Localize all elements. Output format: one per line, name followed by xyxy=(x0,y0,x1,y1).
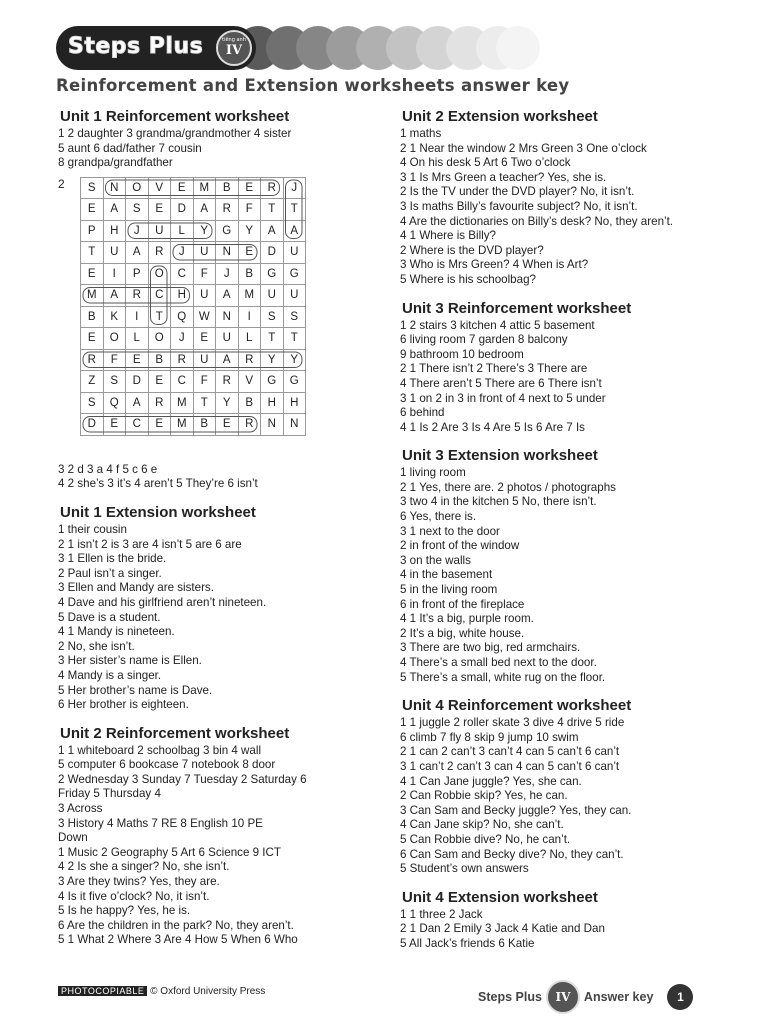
grid-cell: G xyxy=(283,371,306,393)
answer-line: 2 It’s a big, white house. xyxy=(400,626,525,640)
grid-cell: N xyxy=(216,242,239,264)
answer-line: 2 1 There isn’t 2 There’s 3 There are xyxy=(400,362,588,376)
grid-cell: I xyxy=(126,306,149,328)
grid-cell: E xyxy=(148,371,171,393)
answer-line: 6 Her brother is eighteen. xyxy=(58,698,189,712)
grid-cell: N xyxy=(216,306,239,328)
footer-badge-numeral: IV xyxy=(555,990,571,1004)
answer-line: 3 Can Sam and Becky juggle? Yes, they can. xyxy=(400,803,632,817)
brand-logo: Steps Plus xyxy=(68,34,204,59)
answer-line: 3 There are two big, red armchairs. xyxy=(400,641,581,655)
grid-cell: Y xyxy=(193,220,216,242)
footer-copyright xyxy=(58,986,265,997)
grid-cell: F xyxy=(238,199,261,221)
answer-line: 4 1 Is 2 Are 3 Is 4 Are 5 Is 6 Are 7 Is xyxy=(400,420,585,434)
answer-line: 1 their cousin xyxy=(58,522,127,536)
grid-cell: E xyxy=(103,414,126,436)
grid-cell: U xyxy=(193,349,216,371)
grid-cell: R xyxy=(126,285,149,307)
grid-cell: E xyxy=(148,414,171,436)
answer-line: 1 2 stairs 3 kitchen 4 attic 5 basement xyxy=(400,318,595,332)
badge-small-text: tiếng anh xyxy=(222,37,246,43)
answer-line: 6 Are the children in the park? No, they aren’t. xyxy=(58,918,294,932)
grid-cell: R xyxy=(216,199,239,221)
grid-cell: D xyxy=(261,242,284,264)
grid-cell: Y xyxy=(238,220,261,242)
answer-line: 1 living room xyxy=(400,466,466,480)
grid-cell: E xyxy=(126,349,149,371)
section-unit3-extension xyxy=(400,447,730,685)
grid-cell: R xyxy=(216,371,239,393)
answer-line: 5 All Jack’s friends 6 Katie xyxy=(400,936,535,950)
answer-line: 2 Can Robbie skip? Yes, he can. xyxy=(400,789,568,803)
wordsearch-block xyxy=(58,177,378,459)
grid-cell: S xyxy=(283,306,306,328)
grid-cell: N xyxy=(103,177,126,199)
grid-cell: L xyxy=(126,328,149,350)
answer-line: 3 History 4 Maths 7 RE 8 English 10 PE xyxy=(58,816,263,830)
answer-line: 2 1 isn’t 2 is 3 are 4 isn’t 5 are 6 are xyxy=(58,537,242,551)
grid-cell: J xyxy=(171,242,194,264)
answer-line: 1 1 three 2 Jack xyxy=(400,907,483,921)
section-unit2-reinforcement xyxy=(58,725,378,948)
grid-cell: A xyxy=(103,285,126,307)
grid-cell: M xyxy=(193,177,216,199)
grid-cell: T xyxy=(261,199,284,221)
grid-cell: G xyxy=(261,371,284,393)
answer-line: 1 maths xyxy=(400,127,442,140)
grid-cell: H xyxy=(261,392,284,414)
grid-cell: T xyxy=(193,392,216,414)
answer-line: 2 1 Dan 2 Emily 3 Jack 4 Katie and Dan xyxy=(400,922,605,936)
grid-cell: N xyxy=(283,414,306,436)
footer-level-badge xyxy=(546,980,580,1014)
grid-cell: R xyxy=(171,349,194,371)
answer-line: 3 Who is Mrs Green? 4 When is Art? xyxy=(400,258,589,272)
answer-line: 3 1 on 2 in 3 in front of 4 next to 5 under xyxy=(400,391,606,405)
answer-line: 4 1 Where is Billy? xyxy=(400,229,497,243)
answer-line: 5 Her brother’s name is Dave. xyxy=(58,683,213,697)
grid-cell: T xyxy=(81,242,104,264)
grid-cell: E xyxy=(193,328,216,350)
grid-cell: S xyxy=(126,199,149,221)
section-title: Unit 2 Reinforcement worksheet xyxy=(60,724,290,742)
grid-cell: A xyxy=(103,199,126,221)
grid-cell: C xyxy=(171,371,194,393)
answer-line: 1 Music 2 Geography 5 Art 6 Science 9 ICT xyxy=(58,845,281,859)
answer-line: 5 in the living room xyxy=(400,583,498,597)
grid-cell: A xyxy=(216,349,239,371)
answer-line: 3 1 Ellen is the bride. xyxy=(58,552,167,566)
answer-line: 4 1 Mandy is nineteen. xyxy=(58,625,175,639)
level-badge xyxy=(216,30,252,66)
grid-cell: H xyxy=(283,392,306,414)
answer-line: Down xyxy=(58,831,88,845)
grid-cell: R xyxy=(261,177,284,199)
grid-cell: E xyxy=(81,263,104,285)
answer-line: 5 Student’s own answers xyxy=(400,862,529,876)
grid-cell: D xyxy=(81,414,104,436)
grid-cell: I xyxy=(103,263,126,285)
grid-cell: J xyxy=(216,263,239,285)
grid-cell: U xyxy=(261,285,284,307)
grid-cell: W xyxy=(193,306,216,328)
answer-line: 5 computer 6 bookcase 7 notebook 8 door xyxy=(58,758,276,772)
page-number: 1 xyxy=(667,984,693,1010)
grid-cell: E xyxy=(171,177,194,199)
grid-cell: J xyxy=(126,220,149,242)
grid-cell: K xyxy=(103,306,126,328)
grid-cell: J xyxy=(171,328,194,350)
grid-cell: B xyxy=(148,349,171,371)
grid-cell: G xyxy=(261,263,284,285)
wordsearch-grid xyxy=(80,177,306,436)
photocopiable-label: PHOTOCOPIABLE xyxy=(58,986,147,996)
section-unit1-reinforcement xyxy=(58,108,378,492)
grid-cell: O xyxy=(103,328,126,350)
footer-label: Answer key xyxy=(583,990,654,1004)
answer-line: 9 bathroom 10 bedroom xyxy=(400,347,524,361)
grid-cell: H xyxy=(171,285,194,307)
answer-line: 4 1 It’s a big, purple room. xyxy=(400,612,534,626)
grid-cell: U xyxy=(148,220,171,242)
section-unit3-reinforcement xyxy=(400,300,730,436)
answer-line: 1 2 daughter 3 grandma/grandmother 4 sister xyxy=(58,127,292,140)
answer-line: 3 1 next to the door xyxy=(400,524,500,538)
question-number: 2 xyxy=(58,176,65,191)
answer-line: 4 1 Can Jane juggle? Yes, she can. xyxy=(400,774,582,788)
grid-cell: U xyxy=(103,242,126,264)
grid-cell: P xyxy=(126,263,149,285)
grid-cell: A xyxy=(261,220,284,242)
right-column xyxy=(400,108,730,964)
grid-cell: Q xyxy=(171,306,194,328)
page-title: Reinforcement and Extension worksheets answer key xyxy=(56,76,570,95)
grid-cell: M xyxy=(238,285,261,307)
section-title: Unit 3 Extension worksheet xyxy=(402,447,598,465)
answer-line: 4 Is it five o’clock? No, it isn’t. xyxy=(58,889,210,903)
grid-cell: E xyxy=(216,414,239,436)
answer-line: 2 Paul isn’t a singer. xyxy=(58,566,162,580)
answer-line: 5 Dave is a student. xyxy=(58,610,161,624)
grid-cell: Z xyxy=(81,371,104,393)
grid-cell: E xyxy=(81,199,104,221)
grid-cell: A xyxy=(283,220,306,242)
answer-line: 2 Wednesday 3 Sunday 7 Tuesday 2 Saturday 6 xyxy=(58,772,307,786)
answer-line: 4 2 Is she a singer? No, she isn’t. xyxy=(58,860,230,874)
grid-cell: F xyxy=(103,349,126,371)
answer-line: 4 There’s a small bed next to the door. xyxy=(400,656,597,669)
answer-line: 2 in front of the window xyxy=(400,539,520,553)
answer-line: 3 Ellen and Mandy are sisters. xyxy=(58,581,214,595)
answer-line: 6 climb 7 fly 8 skip 9 jump 10 swim xyxy=(400,730,579,744)
section-unit2-extension xyxy=(400,108,730,288)
grid-cell: B xyxy=(81,306,104,328)
grid-cell: A xyxy=(126,242,149,264)
answer-line: 6 Can Sam and Becky dive? No, they can’t. xyxy=(400,847,624,861)
grid-cell: R xyxy=(81,349,104,371)
section-title: Unit 4 Extension worksheet xyxy=(402,888,598,906)
grid-cell: O xyxy=(148,263,171,285)
grid-cell: R xyxy=(148,242,171,264)
grid-cell: M xyxy=(81,285,104,307)
grid-cell: A xyxy=(126,392,149,414)
section-title: Unit 1 Reinforcement worksheet xyxy=(60,108,290,125)
grid-cell: H xyxy=(103,220,126,242)
grid-cell: E xyxy=(148,199,171,221)
answer-line: 3 1 Is Mrs Green a teacher? Yes, she is. xyxy=(400,170,607,184)
section-title: Unit 2 Extension worksheet xyxy=(402,108,598,125)
section-unit4-extension xyxy=(400,889,730,952)
answer-line: 4 On his desk 5 Art 6 Two o’clock xyxy=(400,156,571,170)
answer-line: 2 Where is the DVD player? xyxy=(400,243,544,257)
grid-cell: U xyxy=(283,285,306,307)
answer-line: 4 Dave and his girlfriend aren’t nineteen. xyxy=(58,595,267,609)
grid-cell: V xyxy=(238,371,261,393)
answer-line: 2 1 can 2 can’t 3 can’t 4 can 5 can’t 6 can’t xyxy=(400,745,620,759)
grid-cell: O xyxy=(148,328,171,350)
answer-line: 2 1 Near the window 2 Mrs Green 3 One o’clock xyxy=(400,141,647,155)
left-column xyxy=(58,108,378,960)
grid-cell: Y xyxy=(283,349,306,371)
grid-cell: T xyxy=(283,199,306,221)
grid-cell: E xyxy=(238,177,261,199)
grid-cell: F xyxy=(193,371,216,393)
answer-line: 2 No, she isn’t. xyxy=(58,639,135,653)
grid-cell: B xyxy=(238,392,261,414)
answer-line: 3 Across xyxy=(58,802,103,816)
answer-line: 3 Are they twins? Yes, they are. xyxy=(58,875,220,889)
answer-line: 6 living room 7 garden 8 balcony xyxy=(400,333,568,347)
grid-cell: N xyxy=(261,414,284,436)
grid-cell: R xyxy=(238,349,261,371)
grid-cell: V xyxy=(148,177,171,199)
grid-cell: T xyxy=(283,328,306,350)
answer-line: 4 Mandy is a singer. xyxy=(58,668,162,682)
answer-line: 5 There’s a small, white rug on the floor. xyxy=(400,670,606,684)
grid-cell: Y xyxy=(261,349,284,371)
grid-cell: C xyxy=(171,263,194,285)
answer-line: 1 1 juggle 2 roller skate 3 dive 4 drive 5 ride xyxy=(400,716,625,730)
grid-cell: U xyxy=(193,242,216,264)
answer-line: 3 Is maths Billy’s favourite subject? No, it isn’t. xyxy=(400,199,638,213)
grid-cell: B xyxy=(193,414,216,436)
publisher: © Oxford University Press xyxy=(150,986,266,997)
answer-line: 2 1 Yes, there are. 2 photos / photographs xyxy=(400,480,616,494)
grid-cell: B xyxy=(238,263,261,285)
header-banner xyxy=(56,26,536,70)
answer-line: 2 Is the TV under the DVD player? No, it isn’t. xyxy=(400,185,635,199)
grid-cell: P xyxy=(81,220,104,242)
grid-cell: J xyxy=(283,177,306,199)
section-unit4-reinforcement xyxy=(400,697,730,877)
answer-line: 4 Are the dictionaries on Billy’s desk? No, they aren’t. xyxy=(400,214,674,228)
grid-cell: F xyxy=(193,263,216,285)
grid-cell: D xyxy=(171,199,194,221)
grid-cell: D xyxy=(126,371,149,393)
grid-cell: A xyxy=(193,199,216,221)
footer-brand xyxy=(478,980,693,1014)
grid-cell: O xyxy=(126,177,149,199)
answer-line: 4 There aren’t 5 There are 6 There isn’t xyxy=(400,376,602,390)
grid-cell: A xyxy=(216,285,239,307)
answer-line: 3 Her sister’s name is Ellen. xyxy=(58,654,202,668)
answer-line: 3 2 d 3 a 4 f 5 c 6 e xyxy=(58,462,158,476)
answer-line: 6 Yes, there is. xyxy=(400,510,477,524)
answer-line: 4 in the basement xyxy=(400,568,493,582)
grid-cell: U xyxy=(216,328,239,350)
footer-brand-name: Steps Plus xyxy=(478,990,542,1004)
grid-cell: R xyxy=(148,392,171,414)
grid-cell: S xyxy=(103,371,126,393)
answer-line: 3 1 can’t 2 can’t 3 can 4 can 5 can’t 6 can’t xyxy=(400,759,620,773)
grid-cell: M xyxy=(171,414,194,436)
grid-cell: S xyxy=(81,392,104,414)
grid-cell: U xyxy=(193,285,216,307)
grid-cell: G xyxy=(283,263,306,285)
answer-line: 5 Can Robbie dive? No, he can’t. xyxy=(400,832,571,846)
grid-cell: S xyxy=(81,177,104,199)
grid-cell: C xyxy=(148,285,171,307)
answer-line: 8 grandpa/grandfather xyxy=(58,156,173,170)
grid-cell: L xyxy=(171,220,194,242)
grid-cell: E xyxy=(238,242,261,264)
answer-line: 5 1 What 2 Where 3 Are 4 How 5 When 6 Who xyxy=(58,933,298,947)
answer-line: 6 in front of the fireplace xyxy=(400,597,525,611)
grid-cell: U xyxy=(283,242,306,264)
grid-cell: E xyxy=(81,328,104,350)
answer-line: 5 aunt 6 dad/father 7 cousin xyxy=(58,141,202,155)
section-title: Unit 3 Reinforcement worksheet xyxy=(402,299,632,317)
section-unit1-extension xyxy=(58,504,378,713)
grid-cell: B xyxy=(216,177,239,199)
section-title: Unit 4 Reinforcement worksheet xyxy=(402,697,632,715)
answer-line: 4 2 she’s 3 it’s 4 aren’t 5 They’re 6 isn’t xyxy=(58,477,258,491)
answer-line: 1 1 whiteboard 2 schoolbag 3 bin 4 wall xyxy=(58,743,262,757)
badge-numeral: IV xyxy=(225,43,243,58)
grid-cell: R xyxy=(238,414,261,436)
grid-cell: C xyxy=(126,414,149,436)
answer-line: 5 Where is his schoolbag? xyxy=(400,272,536,286)
answer-line: 6 behind xyxy=(400,406,445,420)
grid-cell: Y xyxy=(216,392,239,414)
grid-cell: M xyxy=(171,392,194,414)
answer-line: 4 Can Jane skip? No, she can’t. xyxy=(400,818,564,832)
grid-cell: G xyxy=(216,220,239,242)
answer-line: 5 Is he happy? Yes, he is. xyxy=(58,904,191,918)
grid-cell: Q xyxy=(103,392,126,414)
grid-cell: T xyxy=(148,306,171,328)
answer-line: Friday 5 Thursday 4 xyxy=(58,787,161,801)
answer-line: 3 two 4 in the kitchen 5 No, there isn’t. xyxy=(400,495,597,509)
answer-line: 3 on the walls xyxy=(400,553,471,567)
grid-cell: L xyxy=(238,328,261,350)
grid-cell: T xyxy=(261,328,284,350)
section-title: Unit 1 Extension worksheet xyxy=(60,503,256,521)
grid-cell: I xyxy=(238,306,261,328)
grid-cell: S xyxy=(261,306,284,328)
